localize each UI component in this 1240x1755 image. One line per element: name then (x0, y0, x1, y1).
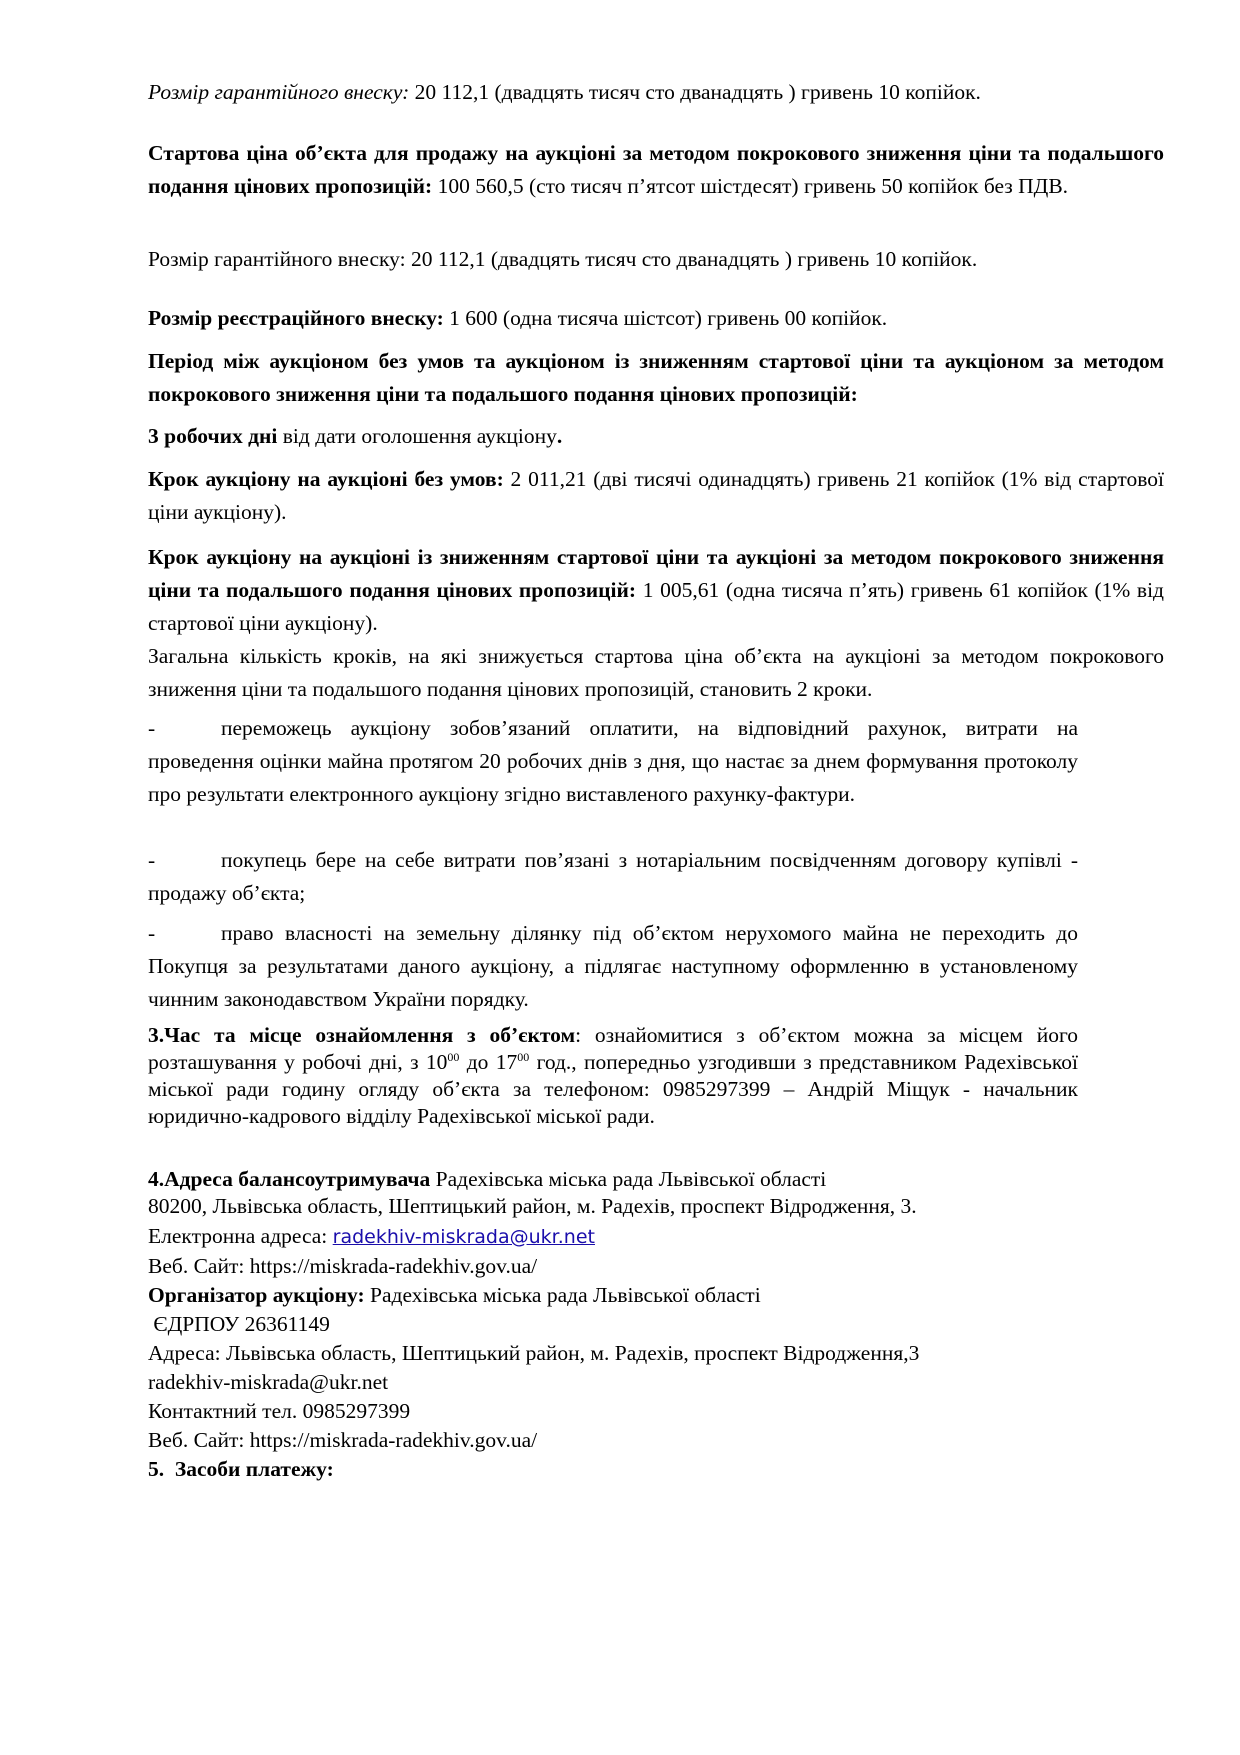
email-label: Електронна адреса: (148, 1224, 333, 1248)
guarantee-fee-paragraph (148, 76, 1164, 109)
bullet-item (148, 917, 1078, 1016)
balance-holder-name: Радехівська міська рада Львівської області (430, 1167, 827, 1191)
email-link[interactable]: radekhiv-miskrada@ukr.net (332, 1226, 595, 1248)
bullet-item (148, 844, 1078, 910)
bullet-text: покупець бере на себе витрати пов’язані з нотаріальним посвідченням договору купівлі - продажу об’єкта; (148, 848, 1078, 905)
bullet-marker: - (148, 716, 156, 740)
bullet-text: право власності на земельну ділянку під об’єктом нерухомого майна не переходить до Покупця за результатами даного аукціону, а підлягає наступному оформленню в установленому чинним законодавством України порядку. (148, 921, 1078, 1011)
bullet-marker: - (148, 921, 156, 945)
organizer-name: Радехівська міська рада Львівської області (364, 1283, 761, 1307)
registration-fee-value: 1 600 (одна тисяча шістсот) гривень 00 копійок. (443, 306, 888, 330)
time-superscript: 00 (447, 1049, 460, 1064)
working-days-label: 3 робочих дні (148, 424, 278, 448)
working-days-tail: . (556, 424, 563, 448)
edrpou-code: ЄДРПОУ 26361149 (148, 1312, 330, 1336)
working-days-text: від дати оголошення аукціону (277, 424, 557, 448)
section-5-payment-heading: 5. Засоби платежу: (148, 1457, 334, 1481)
balance-holder-address: 80200, Львівська область, Шептицький район, м. Радехів, проспект Відродження, 3. (148, 1194, 917, 1218)
step-no-conditions-paragraph (148, 463, 1164, 529)
organizer-label: Організатор аукціону: (148, 1283, 365, 1307)
contact-block (148, 1222, 1164, 1484)
registration-fee-label: Розмір реєстраційного внеску: (148, 306, 444, 330)
section-4-balance-holder (148, 1166, 1164, 1220)
guarantee-fee-label: Розмір гарантійного внеску: (148, 80, 410, 104)
time-superscript: 00 (517, 1049, 530, 1064)
bullet-item (148, 712, 1078, 811)
organizer-website: Веб. Сайт: https://miskrada-radekhiv.gov.ua/ (148, 1428, 538, 1452)
section-3-inspection (148, 1022, 1078, 1130)
guarantee-fee-text: Розмір гарантійного внеску: 20 112,1 (двадцять тисяч сто дванадцять ) гривень 10 копійок. (148, 247, 978, 271)
section-3-label: 3.Час та місце ознайомлення з об’єктом (148, 1023, 576, 1047)
total-steps-text: Загальна кількість кроків, на які знижується стартова ціна об’єкта на аукціоні за методом покрокового зниження ціни та подальшого подання цінових пропозицій, становить 2 кроки. (148, 644, 1164, 701)
guarantee-fee-paragraph-2 (148, 243, 1164, 276)
website-text: Веб. Сайт: https://miskrada-radekhiv.gov.ua/ (148, 1254, 538, 1278)
registration-fee-paragraph (148, 302, 1164, 335)
step-reduction-paragraph (148, 541, 1164, 640)
bullet-marker: - (148, 848, 156, 872)
step-no-conditions-label: Крок аукціону на аукціоні без умов: (148, 467, 504, 491)
section-3-text: год., попередньо узгодивши з представником Радехівської міської ради годину огляду об’єкта за телефоном: 0985297399 – Андрій Міщук - начальник юридично-кадрового відділу Радехівської міської ради. (148, 1050, 1078, 1128)
period-heading (148, 345, 1164, 411)
total-steps-paragraph (148, 640, 1164, 706)
step-no-conditions-value: 2 011,21 (дві тисячі одинадцять) гривень 21 копійок (1% від стартової ціни аукціону). (148, 467, 1164, 524)
step-reduction-value: 1 005,61 (одна тисяча п’ять) гривень 61 копійок (1% від стартової ціни аукціону). (148, 578, 1164, 635)
section-4-label: 4.Адреса балансоутримувача (148, 1167, 431, 1191)
organizer-address: Адреса: Львівська область, Шептицький район, м. Радехів, проспект Відродження,3 (148, 1341, 920, 1365)
period-label: Період між аукціоном без умов та аукціоном із зниженням стартової ціни та аукціоном за методом покрокового зниження ціни та подальшого подання цінових пропозицій: (148, 349, 1164, 406)
starting-price-label: Стартова ціна об’єкта для продажу на аукціоні за методом покрокового зниження ціни та подальшого подання цінових пропозицій: (148, 141, 1164, 198)
working-days-paragraph (148, 420, 1164, 453)
starting-price-value: 100 560,5 (сто тисяч п’ятсот шістдесят) гривень 50 копійок без ПДВ. (432, 174, 1069, 198)
bullet-text: переможець аукціону зобов’язаний оплатити, на відповідний рахунок, витрати на проведення оцінки майна протягом 20 робочих днів з дня, що настає за днем формування протоколу про результати електронного аукціону згідно виставленого рахунку-фактури. (148, 716, 1078, 806)
organizer-email: radekhiv-miskrada@ukr.net (148, 1370, 389, 1394)
starting-price-paragraph (148, 137, 1164, 203)
organizer-phone: Контактний тел. 0985297399 (148, 1399, 411, 1423)
guarantee-fee-value: 20 112,1 (двадцять тисяч сто дванадцять ) гривень 10 копійок. (409, 80, 981, 104)
step-reduction-label: Крок аукціону на аукціоні із зниженням стартової ціни та аукціоні за методом покрокового зниження ціни та подальшого подання цінових пропозицій: (148, 545, 1164, 602)
section-3-text: : ознайомитися з об’єктом можна за місцем його розташування у робочі дні, з 10 (148, 1023, 1079, 1074)
section-3-text: до 17 (459, 1050, 518, 1074)
